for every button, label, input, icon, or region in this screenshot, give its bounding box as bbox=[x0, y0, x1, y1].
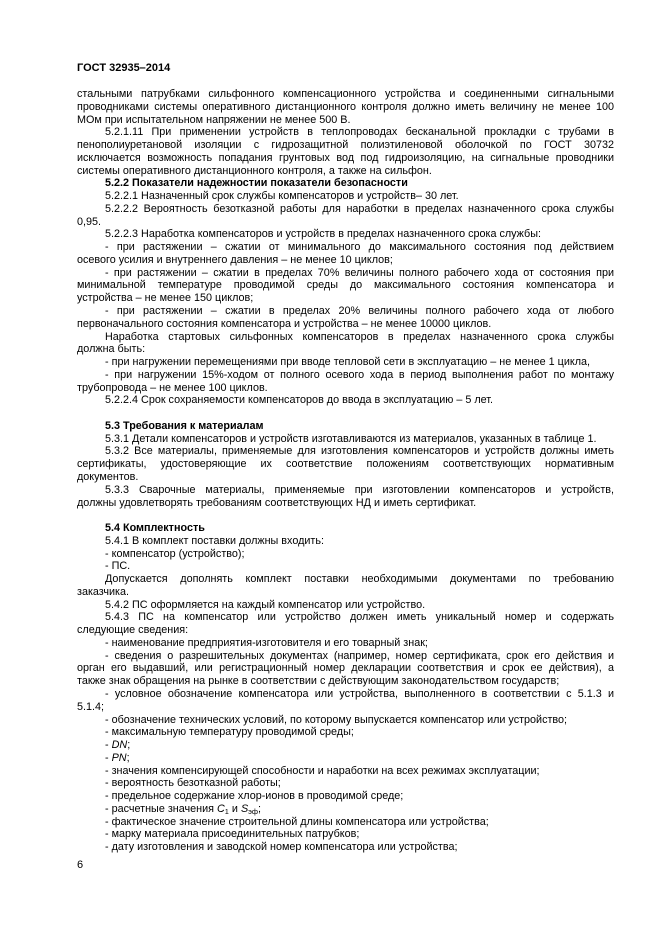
paragraph-line: 5.3.3 Сварочные материалы, применяемые при изготовлении компенсаторов и устройств, bbox=[105, 483, 614, 496]
list-item-line: устройства – не менее 150 циклов; bbox=[77, 292, 254, 305]
list-item-line: - сведения о разрешительных документах (например, номер сертификата, срок его действия и bbox=[105, 649, 614, 662]
section-heading-completeness: 5.4 Комплектность bbox=[105, 522, 205, 535]
list-item-line: минимальной температуре проводимой среды до максимального состояния компенсатора и bbox=[77, 279, 614, 292]
list-item-line: - дату изготовления и заводской номер компенсатора или устройства; bbox=[105, 841, 458, 854]
list-item-line: - при растяжении – сжатии от минимального до максимального состояния под действием bbox=[105, 241, 614, 254]
paragraph-line: проводниками системы оперативного дистанционного контроля должно иметь величину не менее 100 bbox=[77, 100, 614, 113]
list-dash: - bbox=[105, 739, 112, 752]
list-item-dn bbox=[77, 739, 614, 752]
symbol-c: C bbox=[216, 802, 225, 815]
list-item-line: - вероятность безотказной работы; bbox=[105, 777, 281, 790]
document-code-header: ГОСТ 32935–2014 bbox=[77, 62, 171, 74]
subscript-1: 1 bbox=[224, 806, 229, 816]
paragraph-line: 5.3.2 Все материалы, применяемые для изготовления компенсаторов и устройств должны иметь bbox=[105, 445, 614, 458]
paragraph-line: заказчика. bbox=[77, 585, 130, 598]
list-item-pn bbox=[77, 752, 614, 765]
section-heading-materials: 5.3 Требования к материалам bbox=[105, 419, 264, 432]
paragraph-line: 5.4.2 ПС оформляется на каждый компенсатор или устройство. bbox=[105, 598, 426, 611]
paragraph-line: 0,95. bbox=[77, 215, 102, 228]
pn-term: PN bbox=[111, 751, 127, 764]
list-dash: - bbox=[105, 751, 112, 764]
list-item-line: - наименование предприятия-изготовителя и его товарный знак; bbox=[105, 636, 428, 649]
list-item-line: - обозначение технических условий, по которому выпускается компенсатор или устройство; bbox=[105, 713, 568, 726]
list-item-line: - ПС. bbox=[105, 560, 131, 573]
paragraph-line: 5.2.2.1 Назначенный срок службы компенсаторов и устройств– 30 лет. bbox=[105, 190, 459, 203]
list-item-line: - условное обозначение компенсатора или устройства, выполненного в соответствии с 5.1.3 и bbox=[105, 687, 614, 700]
paragraph-line: следующие сведения: bbox=[77, 624, 189, 637]
list-item-line: - марку материала присоединительных патрубков; bbox=[105, 828, 360, 841]
paragraph-line: должна быть: bbox=[77, 343, 146, 356]
symbol-s: S bbox=[240, 802, 249, 815]
list-punct: ; bbox=[258, 802, 262, 815]
paragraph-line: 5.2.2.4 Срок сохраняемости компенсаторов до ввода в эксплуатацию – 5 лет. bbox=[105, 394, 494, 407]
dn-term: DN bbox=[111, 739, 128, 752]
list-text: - расчетные значения bbox=[105, 802, 217, 815]
list-item-calculated-values bbox=[77, 803, 614, 816]
list-item-line: - компенсатор (устройство); bbox=[105, 547, 245, 560]
paragraph-line: системы оперативного дистанционного контроля, а также на сильфон. bbox=[77, 164, 432, 177]
list-item-line: - при нагружении 15%-ходом от полного осевого хода в период выполнения работ по монтажу bbox=[105, 368, 614, 381]
paragraph-line: 5.3.1 Детали компенсаторов и устройств изготавливаются из материалов, указанных в таблице 1. bbox=[105, 432, 597, 445]
list-item-line: - при растяжении – сжатии в пределах 20% величины полного рабочего хода от любого bbox=[105, 305, 614, 318]
paragraph-line: документов. bbox=[77, 470, 139, 483]
document-body bbox=[77, 88, 614, 854]
paragraph-line: 5.2.2.3 Наработка компенсаторов и устройств в пределах назначенного срока службы: bbox=[105, 228, 541, 241]
section-heading-reliability: 5.2.2 Показатели надежностии показатели безопасности bbox=[105, 177, 408, 190]
list-item-line: - при растяжении – сжатии в пределах 70% величины полного рабочего хода от состояния при bbox=[105, 266, 614, 279]
list-punct: ; bbox=[126, 751, 130, 764]
paragraph-line: пенополиуретановой изоляции с гидрозащитной полиэтиленовой оболочкой по ГОСТ 30732 bbox=[77, 139, 614, 152]
paragraph-line: 5.2.2.2 Вероятность безотказной работы для наработки в пределах назначенного срока службы bbox=[105, 202, 614, 215]
paragraph-line: Допускается дополнять комплект поставки необходимыми документами по требованию bbox=[105, 573, 614, 586]
list-item-line: - фактическое значение строительной длины компенсатора или устройства; bbox=[105, 815, 489, 828]
paragraph-line: 5.4.3 ПС на компенсатор или устройство должен иметь уникальный номер и содержать bbox=[105, 611, 614, 624]
paragraph-line: МОм при испытательном напряжении не менее 500 В. bbox=[77, 113, 351, 126]
list-item-line: трубопровода – не менее 100 циклов. bbox=[77, 381, 268, 394]
paragraph-line: 5.2.1.11 При применении устройств в теплопроводах бесканальной прокладки с трубами в bbox=[105, 126, 614, 139]
paragraph-line: 5.4.1 В комплект поставки должны входить: bbox=[105, 534, 324, 547]
list-item-line: - при нагружении перемещениями при вводе тепловой сети в эксплуатацию – не менее 1 цикла, bbox=[105, 356, 591, 369]
subscript-ef: эф bbox=[248, 806, 259, 816]
blank-line bbox=[77, 407, 614, 420]
list-punct: ; bbox=[127, 739, 131, 752]
list-item-line: 5.1.4; bbox=[77, 700, 105, 713]
paragraph-line: должны удовлетворять требованиям соответствующих НД и иметь сертификат. bbox=[77, 496, 477, 509]
paragraph-line: исключается возможность попадания грунтовых вод под гидроизоляцию, на сигнальные проводники bbox=[77, 151, 614, 164]
list-item-line: осевого усилия и внутреннего давления – не менее 10 циклов; bbox=[77, 253, 393, 266]
list-item-line: первоначального состояния компенсатора и устройства – не менее 10000 циклов. bbox=[77, 317, 492, 330]
list-item-line: орган его выдавший, или регистрационный номер декларации соответствия и срок ее действия), а bbox=[77, 662, 614, 675]
list-item-line: - максимальную температуру проводимой среды; bbox=[105, 726, 354, 739]
blank-line bbox=[77, 509, 614, 522]
page-number: 6 bbox=[77, 859, 84, 871]
paragraph-line: сертификаты, удостоверяющие их соответствие положениям соответствующих нормативным bbox=[77, 458, 614, 471]
list-item-line: - значения компенсирующей способности и наработки на всех режимах эксплуатации; bbox=[105, 764, 540, 777]
list-item-line: также знак обращения на рынке в соответствии с действующим законодательством государств; bbox=[77, 675, 560, 688]
paragraph-line: Наработка стартовых сильфонных компенсаторов в пределах назначенного срока службы bbox=[105, 330, 614, 343]
list-text: и bbox=[228, 802, 241, 815]
list-item-line: - предельное содержание хлор-ионов в проводимой среде; bbox=[105, 790, 404, 803]
paragraph-line: стальными патрубками сильфонного компенсационного устройства и соединенными сигнальными bbox=[77, 88, 614, 100]
